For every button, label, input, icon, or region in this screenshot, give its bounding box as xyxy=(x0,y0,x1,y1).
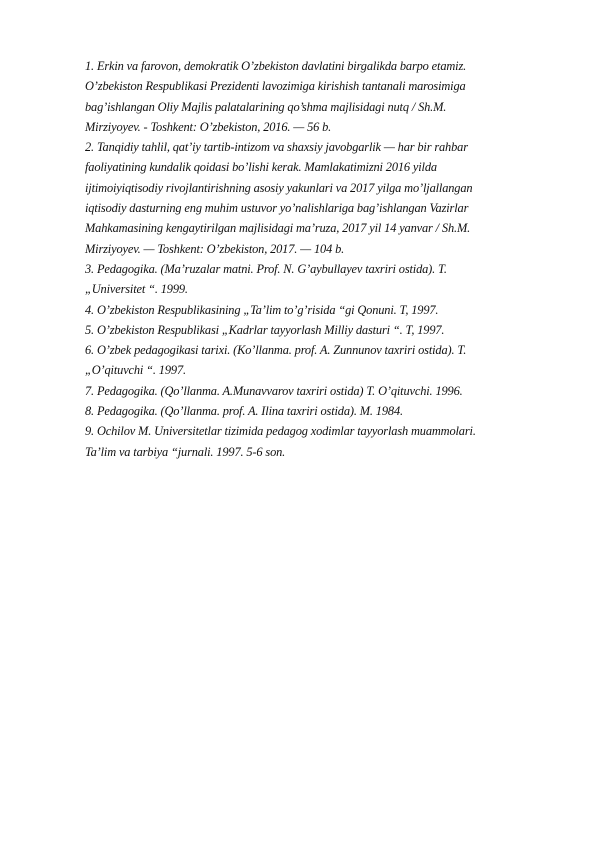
reference-line: 5. O’zbekiston Respublikasi „Kadrlar tayyorlash Milliy dasturi “. T, 1997. xyxy=(85,322,445,337)
reference-line: 3. Pedagogika. (Ma’ruzalar matni. Prof. N. G’aybullayev taxriri ostida). T. xyxy=(85,261,447,276)
reference-line: 7. Pedagogika. (Qo’llanma. A.Munavvarov taxriri ostida) T. O’qituvchi. 1996. xyxy=(85,383,463,398)
reference-line: 8. Pedagogika. (Qo’llanma. prof. A. Ilina taxriri ostida). M. 1984. xyxy=(85,404,403,419)
reference-line: Mirziyoyev. — Toshkent: O’zbekiston, 2017. — 104 b. xyxy=(85,241,345,256)
reference-item-5 xyxy=(85,320,545,340)
reference-item-3 xyxy=(85,259,545,300)
reference-line: 2. Tanqidiy tahlil, qat’iy tartib-intizom va shaxsiy javobgarlik — har bir rahbar xyxy=(85,140,468,155)
reference-line: 1. Erkin va farovon, demokratik O’zbekiston davlatini birgalikda barpo etamiz. xyxy=(85,59,467,73)
reference-item-6 xyxy=(85,340,545,381)
reference-line: Ta’lim va tarbiya “jurnali. 1997. 5-6 son. xyxy=(85,444,286,459)
reference-item-7 xyxy=(85,381,545,401)
reference-line: O’zbekiston Respublikasi Prezidenti lavozimiga kirishish tantanali marosimiga xyxy=(85,79,466,94)
reference-item-1 xyxy=(85,56,545,137)
reference-list xyxy=(85,56,545,462)
reference-item-2 xyxy=(85,137,545,259)
reference-line: 6. O’zbek pedagogikasi tarixi. (Ko’llanma. prof. A. Zunnunov taxriri ostida). T. xyxy=(85,343,467,358)
reference-line: „O’qituvchi “. 1997. xyxy=(85,363,186,378)
reference-line: „Universitet “. 1999. xyxy=(85,282,188,297)
reference-line: Mahkamasining kengaytirilgan majlisidagi ma’ruza, 2017 yil 14 yanvar / Sh.M. xyxy=(85,221,471,236)
reference-item-9 xyxy=(85,421,545,462)
reference-line: faoliyatining kundalik qoidasi bo’lishi kerak. Mamlakatimizni 2016 yilda xyxy=(85,160,437,175)
reference-line: iqtisodiy dasturning eng muhim ustuvor yo’nalishlariga bag’ishlangan Vazirlar xyxy=(85,201,469,216)
reference-line: Mirziyoyev. - Toshkent: O’zbekiston, 2016. — 56 b. xyxy=(85,119,332,134)
reference-item-8 xyxy=(85,401,545,421)
reference-line: bag’ishlangan Oliy Majlis palatalarining qo’shma majlisidagi nutq / Sh.M. xyxy=(85,99,447,114)
reference-line: 4. O’zbekiston Respublikasining „Ta’lim to’g’risida “gi Qonuni. T, 1997. xyxy=(85,302,439,317)
reference-line: ijtimoiyiqtisodiy rivojlantirishning asosiy yakunlari va 2017 yilga mo’ljallangan xyxy=(85,180,473,195)
reference-item-4 xyxy=(85,300,545,320)
reference-line: 9. Ochilov M. Universitetlar tizimida pedagog xodimlar tayyorlash muammolari. xyxy=(85,424,476,439)
